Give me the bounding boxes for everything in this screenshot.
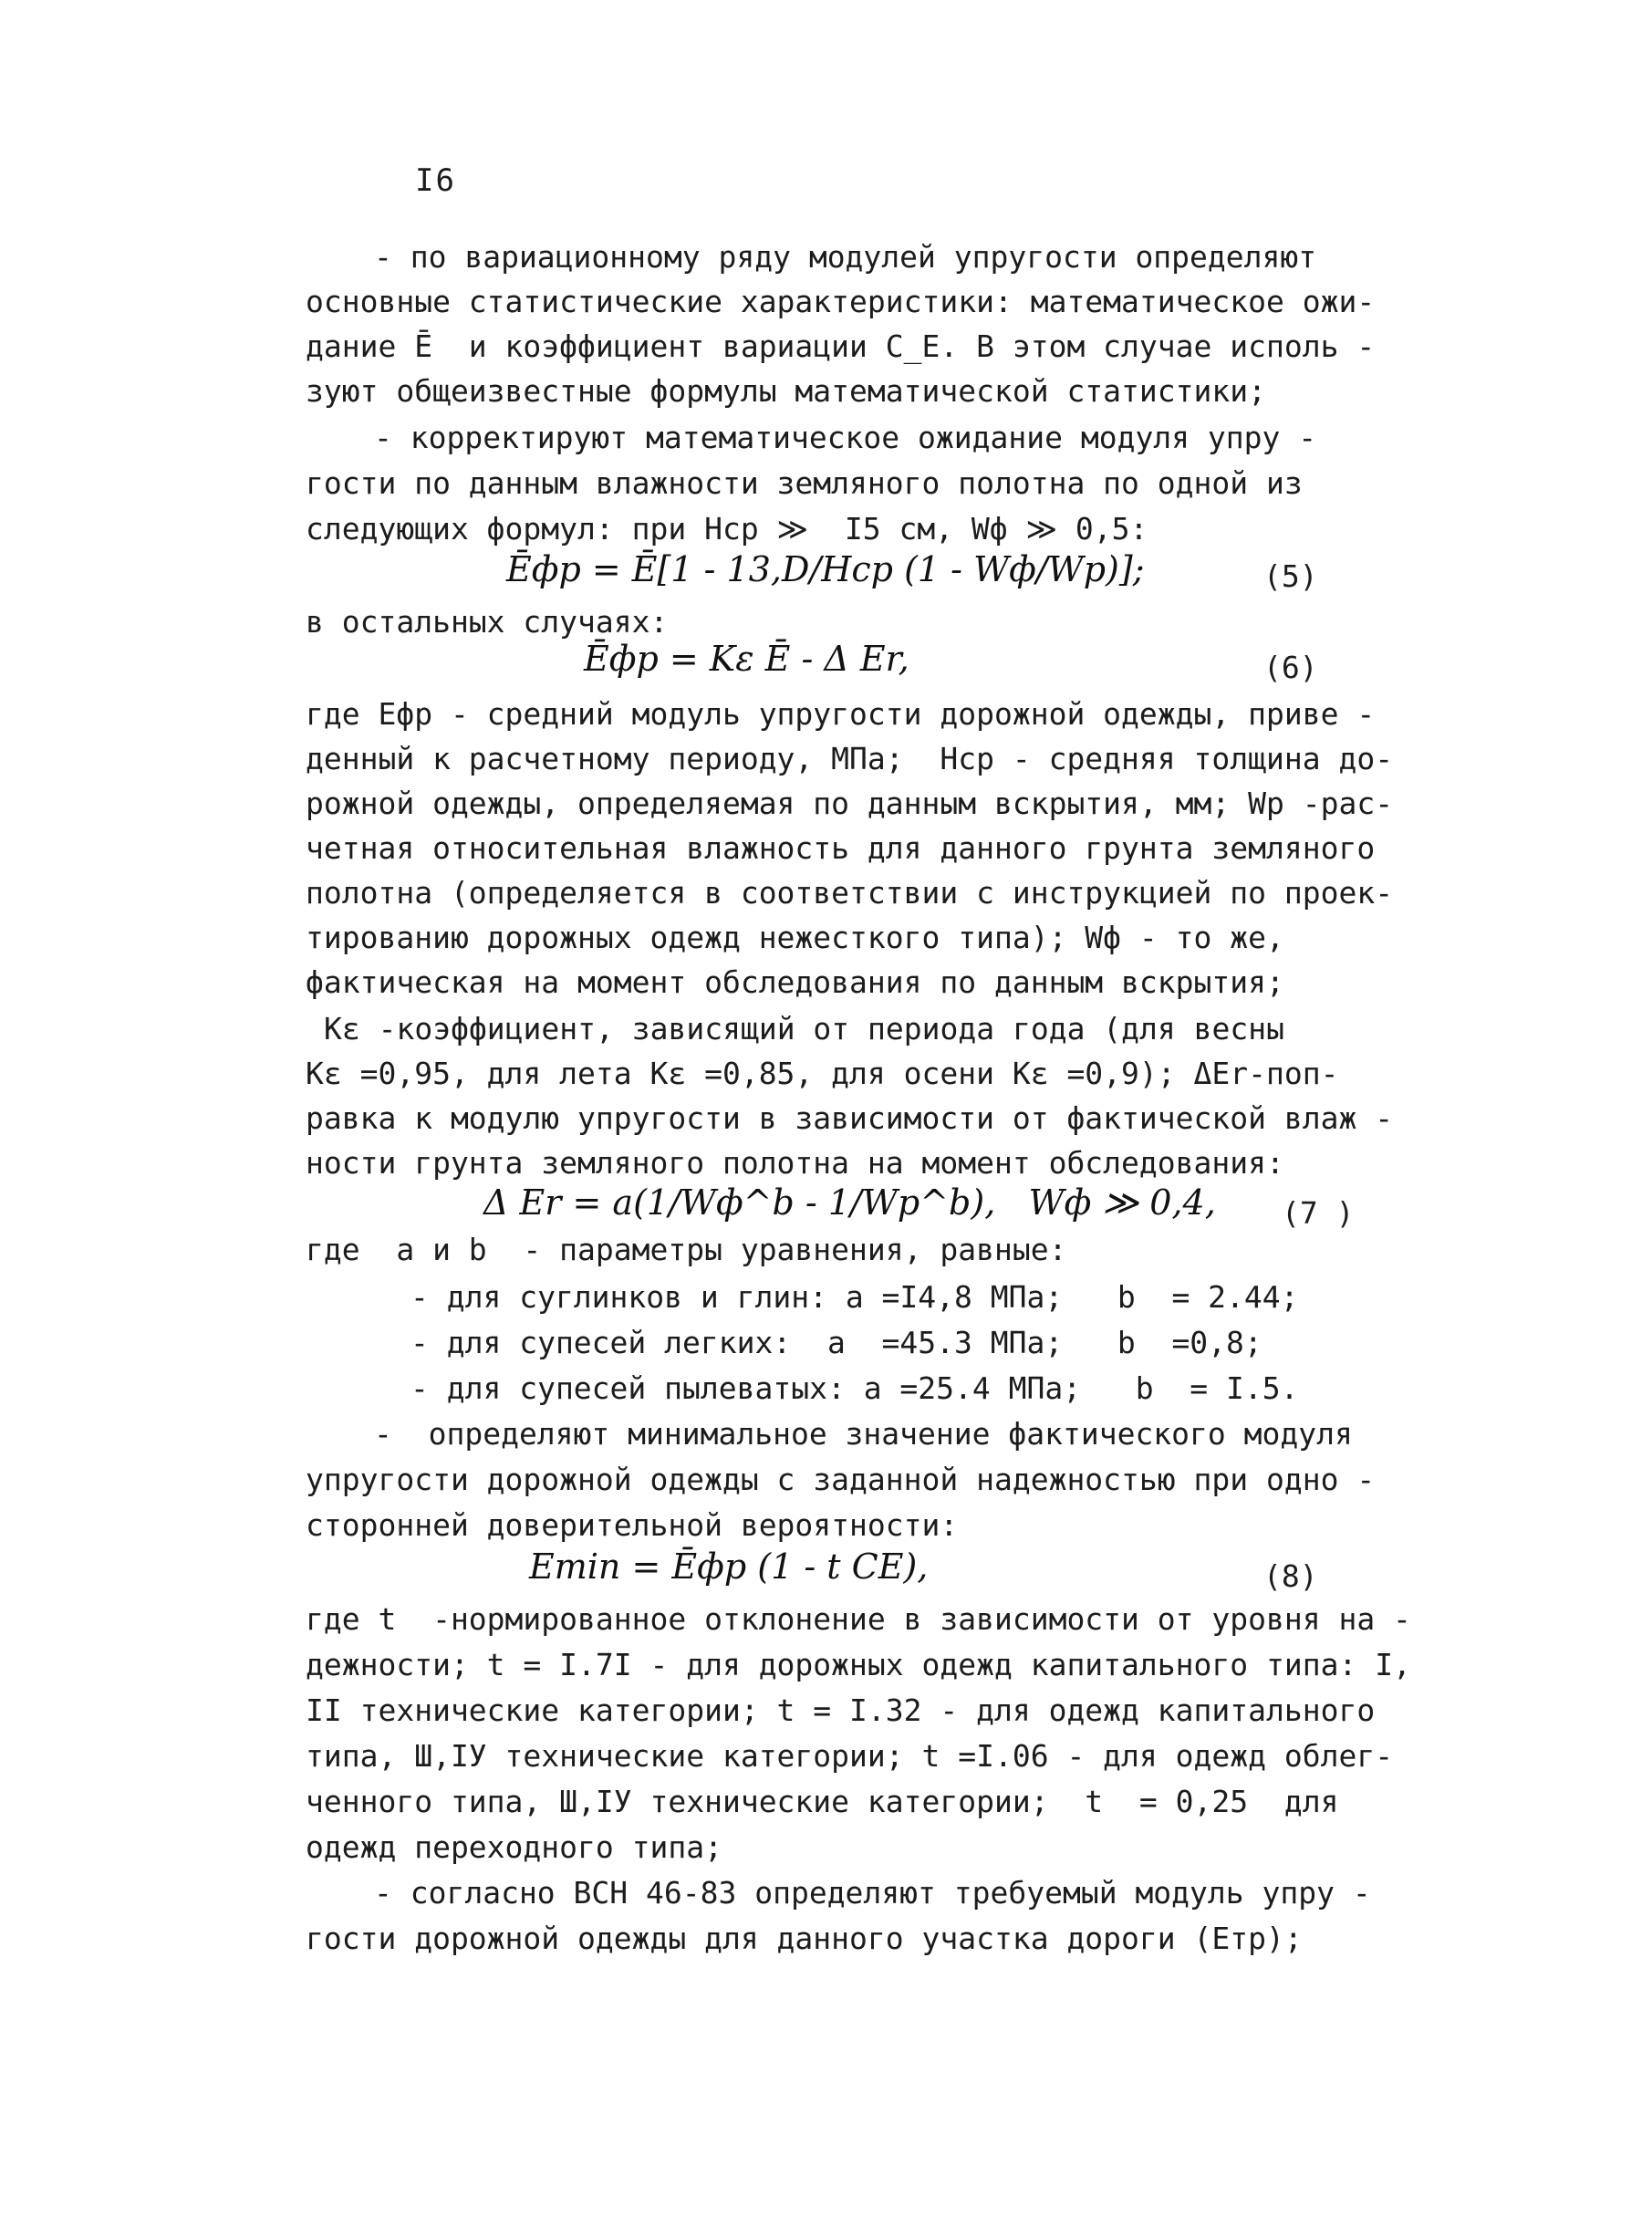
text-line: сторонней доверительной вероятности: xyxy=(306,1507,959,1543)
text-line: - определяют минимальное значение фактического модуля xyxy=(374,1416,1353,1452)
text-line: где Eфр - средний модуль упругости дорожной одежды, приве - xyxy=(306,696,1376,732)
text-line: следующих формул: при Hср ≫ I5 см, Wф ≫ 0,5: xyxy=(306,511,1148,547)
text-line: в остальных случаях: xyxy=(306,604,669,640)
text-line: где a и b - параметры уравнения, равные: xyxy=(306,1232,1067,1267)
text-line: Kε =0,95, для лета Kε =0,85, для осени Kε =0,9); ΔEr-поп- xyxy=(306,1056,1339,1091)
text-line: где t -нормированное отклонение в зависимости от уровня на - xyxy=(306,1601,1411,1637)
page-number: I6 xyxy=(415,162,456,199)
text-line: основные статистические характеристики: математическое ожи- xyxy=(306,284,1376,319)
text-line: - для суглинков и глин: a =I4,8 МПа; b = 2.44; xyxy=(410,1279,1299,1315)
equation-number: (5) xyxy=(1263,558,1318,594)
text-line: тированию дорожных одежд нежесткого типа); Wф - то же, xyxy=(306,920,1284,955)
text-line: II технические категории; t = I.32 - для одежд капитального xyxy=(306,1692,1376,1728)
text-line: зуют общеизвестные формулы математической статистики; xyxy=(306,373,1266,409)
text-line: - по вариационному ряду модулей упругости определяют xyxy=(374,239,1317,275)
text-line: дание Ē и коэффициент вариации C_E. В этом случае исполь - xyxy=(306,328,1376,364)
text-line: четная относительная влажность для данного грунта земляного xyxy=(306,830,1376,866)
text-line: дежности; t = I.7I - для дорожных одежд капитального типа: I, xyxy=(306,1647,1411,1682)
text-line: - корректируют математическое ожидание модуля упру - xyxy=(374,420,1317,455)
text-line: типа, Ш,IУ технические категории; t =I.06 - для одежд облег- xyxy=(306,1738,1394,1774)
text-line: гости по данным влажности земляного полотна по одной из xyxy=(306,465,1303,501)
text-line: ности грунта земляного полотна на момент обследования: xyxy=(306,1145,1284,1181)
text-line: - для супесей легких: a =45.3 МПа; b =0,8; xyxy=(410,1325,1262,1360)
text-line: рожной одежды, определяемая по данным вскрытия, мм; Wр -рас- xyxy=(306,786,1394,821)
text-line: Kε -коэффициент, зависящий от периода года (для весны xyxy=(324,1011,1284,1047)
text-line: упругости дорожной одежды с заданной надежностью при одно - xyxy=(306,1462,1376,1497)
text-line: фактическая на момент обследования по данным вскрытия; xyxy=(306,964,1284,1000)
text-line: полотна (определяется в соответствии с инструкцией по проек- xyxy=(306,875,1394,911)
text-line: гости дорожной одежды для данного участка дороги (Eтр); xyxy=(306,1921,1303,1956)
text-line: - для супесей пылеватых: a =25.4 МПа; b = I.5. xyxy=(410,1370,1299,1406)
text-line: одежд переходного типа; xyxy=(306,1829,722,1865)
formula-7: Δ Er = a(1/Wф^b - 1/Wр^b), Wф ≫ 0,4, xyxy=(483,1182,1216,1223)
formula-8: Emin = Ēфр (1 - t CE), xyxy=(529,1546,929,1587)
formula-6: Ēфр = Kε Ē - Δ Er, xyxy=(584,639,909,679)
text-line: равка к модулю упругости в зависимости от фактической влаж - xyxy=(306,1100,1394,1136)
text-line: денный к расчетному периоду, МПа; Hср - средняя толщина до- xyxy=(306,741,1394,776)
text-line: - согласно ВСН 46-83 определяют требуемый модуль упру - xyxy=(374,1875,1371,1911)
text-line: ченного типа, Ш,IУ технические категории; t = 0,25 для xyxy=(306,1784,1339,1819)
equation-number: (7 ) xyxy=(1282,1195,1355,1231)
equation-number: (6) xyxy=(1263,650,1318,685)
equation-number: (8) xyxy=(1263,1558,1318,1594)
formula-5: Ēфр = Ē[1 - 13,D/Hср (1 - Wф/Wр)]; xyxy=(506,549,1145,589)
